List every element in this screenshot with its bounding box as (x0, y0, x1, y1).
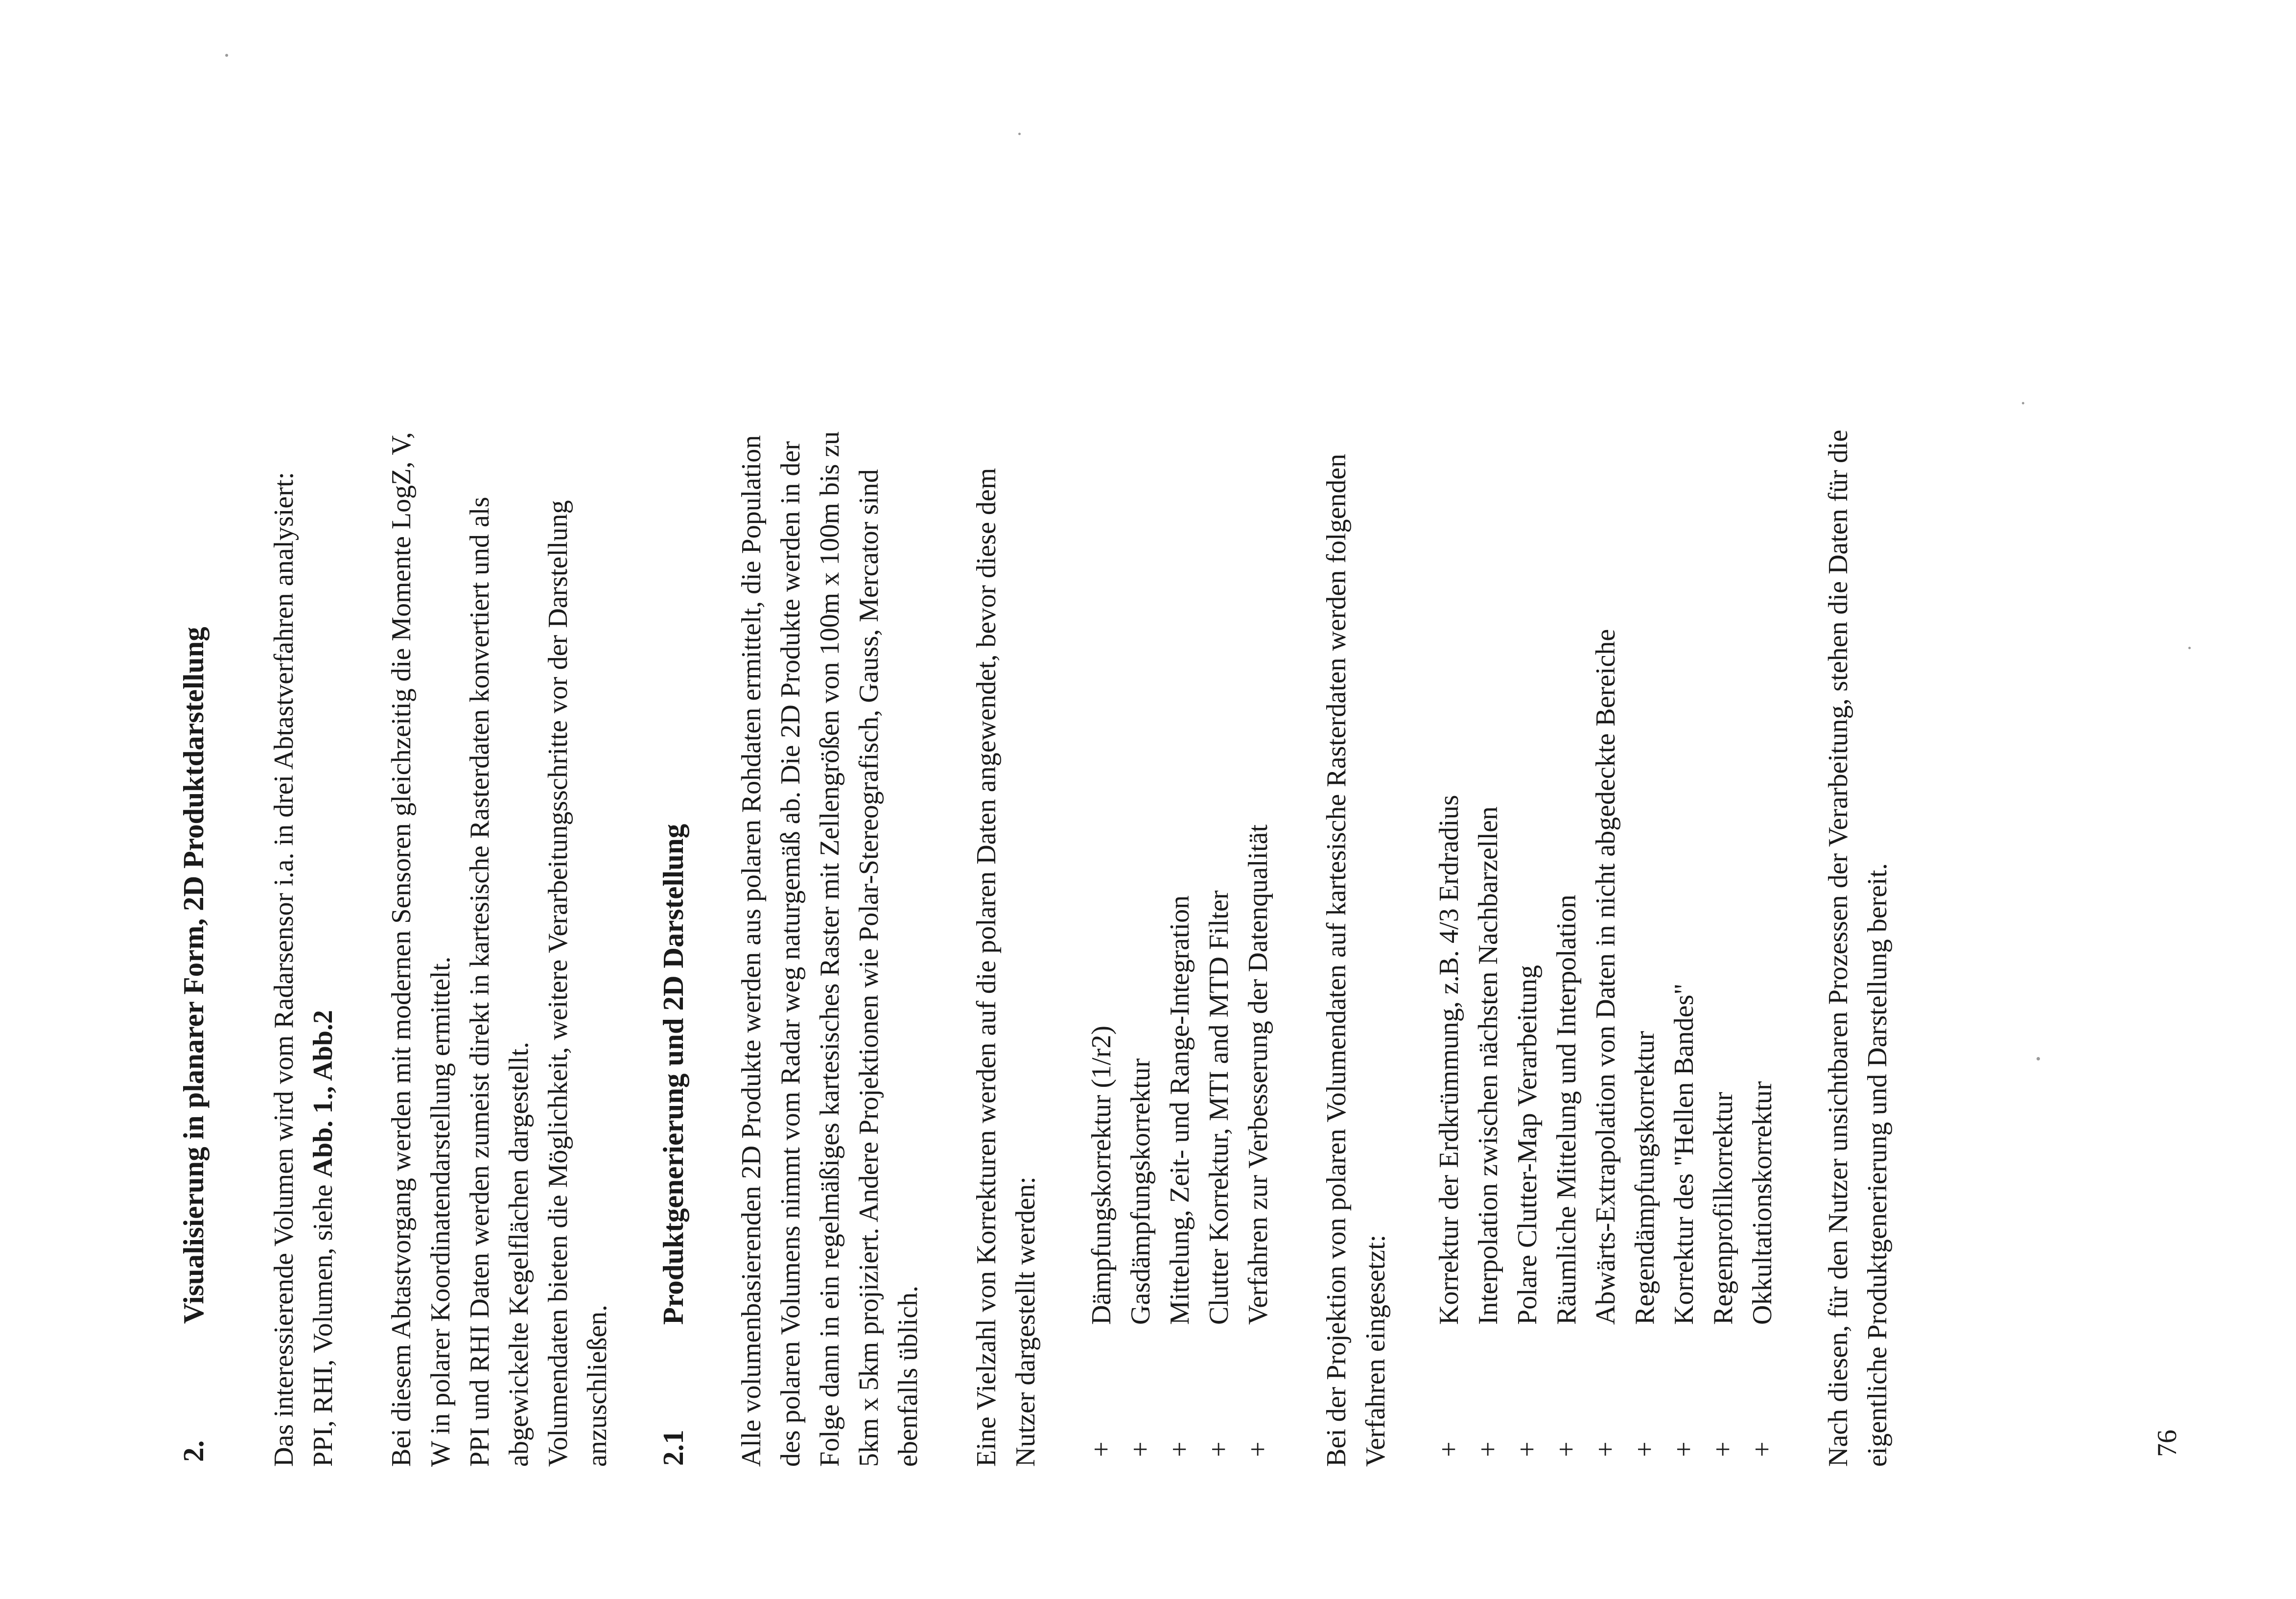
section-2-para-line: Bei diesem Abtastvorgang werden mit modernen Sensoren gleichzeitig die Momente LogZ, V, (386, 432, 417, 1467)
list-item: Mittelung, Zeit- und Range-Integration (1165, 895, 1195, 1325)
intro-line-2-text: PPI, RHI, Volumen, siehe (308, 1177, 338, 1467)
list-item: Korrektur der Erdkrümmung, z.B. 4/3 Erdradius (1434, 795, 1464, 1325)
section-2-1-para-line: ebenfalls üblich. (893, 1285, 923, 1467)
section-2-para-line: anzuschließen. (582, 1304, 612, 1467)
scan-speck (1018, 133, 1021, 135)
section-2-1-title: Produktgenerierung und 2D Darstellung (657, 823, 689, 1325)
section-2-1-para-line: 5km x 5km projiziert. Andere Projektionen wie Polar-Stereografisch, Gauss, Mercator sind (854, 469, 884, 1467)
section-2-para-line: PPI und RHI Daten werden zumeist direkt in kartesische Rasterdaten konvertiert und als (465, 496, 495, 1467)
scan-speck (2037, 1057, 2040, 1060)
list-item: Regendämpfungskorrektur (1630, 1031, 1660, 1325)
list-item: Regenprofilkorrektur (1708, 1092, 1738, 1325)
section-2-1-para-line: Nutzer dargestellt werden: (1010, 1176, 1041, 1467)
section-2-para-line: abgewickelte Kegelflächen dargestellt. (504, 1041, 534, 1467)
list-item: Interpolation zwischen nächsten Nachbarzellen (1473, 806, 1503, 1325)
section-2-intro-line-2 (304, 1010, 343, 1467)
bullet-plus: + (1434, 1441, 1464, 1457)
section-2-para-line: Volumendaten bieten die Möglichkeit, weitere Verarbeitungsschritte vor der Darstellung (543, 500, 573, 1467)
section-2-1-para-line: eigentliche Produktgenerierung und Darstellung bereit. (1862, 863, 1893, 1467)
bullet-plus: + (1204, 1441, 1234, 1457)
bullet-plus: + (1708, 1441, 1738, 1457)
list-item: Clutter Korrektur, MTI and MTD Filter (1204, 890, 1234, 1325)
section-2-1-para-line: Eine Vielzahl von Korrekturen werden auf die polaren Daten angewendet, bevor diese dem (971, 468, 1002, 1467)
bullet-plus: + (1473, 1441, 1503, 1457)
bullet-plus: + (1630, 1441, 1660, 1457)
list-item: Gasdämpfungskorrektur (1125, 1058, 1156, 1325)
scan-speck (2188, 647, 2191, 649)
bullet-plus: + (1512, 1441, 1543, 1457)
scan-speck (2022, 402, 2024, 404)
list-item: Polare Clutter-Map Verarbeitung (1512, 965, 1543, 1325)
bullet-plus: + (1591, 1441, 1621, 1457)
section-2-number: 2. (177, 1440, 210, 1462)
list-item: Abwärts-Extrapolation von Daten in nicht abgedeckte Bereiche (1591, 629, 1621, 1325)
scan-speck (225, 54, 228, 57)
list-item: Dämpfungskorrektur (1/r2) (1086, 1025, 1117, 1325)
bullet-plus: + (1747, 1441, 1778, 1457)
list-item: Korrektur des "Hellen Bandes" (1669, 983, 1699, 1325)
section-2-1-para-line: Bei der Projektion von polaren Volumendaten auf kartesische Rasterdaten werden folgenden (1321, 453, 1352, 1467)
bullet-plus: + (1165, 1441, 1195, 1457)
list-item: Verfahren zur Verbesserung der Datenqualität (1243, 824, 1273, 1325)
section-2-1-para-line: Folge dann in ein regelmäßiges kartesisches Raster mit Zellengrößen von 100m x 100m bis zu (815, 431, 845, 1467)
section-2-intro-line-1: Das interessierende Volumen wird vom Radarsensor i.a. in drei Abtastverfahren analysiert: (269, 471, 299, 1467)
section-2-1-para-line: Verfahren eingesetzt: (1360, 1234, 1391, 1467)
bullet-plus: + (1086, 1441, 1117, 1457)
section-2-title: Visualisierung in planarer Form, 2D Produktdarstellung (177, 627, 210, 1324)
figure-reference: Abb. 1., Abb.2 (308, 1010, 338, 1178)
section-2-para-line: W in polarer Koordinatendarstellung ermittelt. (425, 956, 456, 1467)
section-2-1-para-line: des polaren Volumens nimmt vom Radar weg naturgemäß ab. Die 2D Produkte werden in der (775, 441, 806, 1467)
bullet-plus: + (1669, 1441, 1699, 1457)
bullet-plus: + (1551, 1441, 1582, 1457)
bullet-plus: + (1125, 1441, 1156, 1457)
section-2-1-number: 2.1 (657, 1430, 689, 1466)
section-2-1-para-line: Alle volumenbasierenden 2D Produkte werden aus polaren Rohdaten ermittelt, die Population (736, 435, 767, 1467)
bullet-plus: + (1243, 1441, 1273, 1457)
list-item: Räumliche Mittelung und Interpolation (1551, 894, 1582, 1325)
page-number: 76 (2152, 1430, 2182, 1457)
section-2-1-para-line: Nach diesen, für den Nutzer unsichtbaren Prozessen der Verarbeitung, stehen die Daten für die (1823, 429, 1853, 1467)
list-item: Okkultationskorrektur (1747, 1081, 1778, 1325)
